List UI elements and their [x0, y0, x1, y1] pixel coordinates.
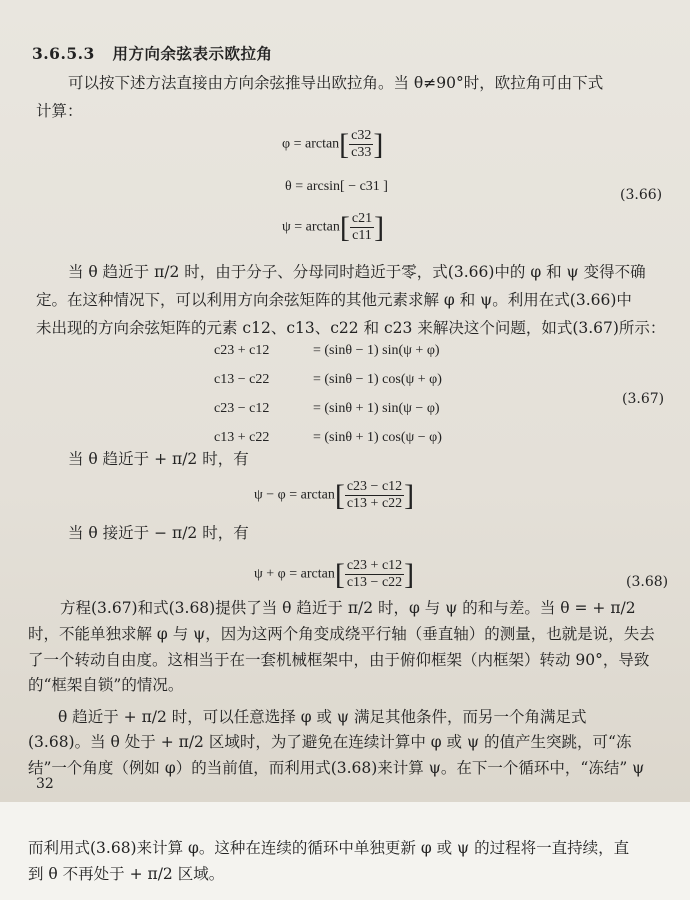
para4: 当 θ 接近于 − π/2 时，有	[68, 524, 249, 542]
para5-line-1: 方程(3.67)和式(3.68)提供了当 θ 趋近于 π/2 时，φ 与 ψ 的和与差。当 θ = + π/2	[60, 599, 636, 617]
eq367-row-4-rhs: = (sinθ + 1) cos(ψ − φ)	[313, 430, 442, 445]
para6-line-1: θ 趋近于 + π/2 时，可以任意选择 φ 或 ψ 满足其他条件，而另一个角满足式	[58, 708, 587, 726]
para5-line-2: 时，不能单独求解 φ 与 ψ，因为这两个角变成绕平行轴（垂直轴）的测量，也就是说，失去	[28, 625, 655, 643]
para2-line-1: 当 θ 趋近于 π/2 时，由于分子、分母同时趋近于零，式(3.66)中的 φ 和 ψ 变得不确	[68, 263, 646, 281]
section-title: 用方向余弦表示欧拉角	[112, 44, 273, 63]
eq-minus-den: c13 + c22	[346, 496, 403, 511]
continuation-line-2: 到 θ 不再处于 + π/2 区域。	[28, 865, 225, 883]
para6-line-2: (3.68)。当 θ 处于 + π/2 区域时，为了避免在连续计算中 φ 或 ψ 的值产生突跳，可“冻	[28, 733, 632, 751]
eq-label-3-67: (3.67)	[622, 391, 665, 407]
para2-line-3: 未出现的方向余弦矩阵的元素 c12、c13、c22 和 c23 来解决这个问题，如式(3.67)所示：	[36, 319, 666, 337]
section-number: 3.6.5.3	[32, 44, 95, 63]
para2-line-2: 定。在这种情况下，可以利用方向余弦矩阵的其他元素求解 φ 和 ψ。利用在式(3.66)中	[36, 291, 632, 309]
eq-psi-lhs: ψ = arctan	[282, 219, 340, 235]
eq367-row-1-lhs: c23 + c12	[214, 343, 270, 358]
eq-phi: φ = arctan[ $\frac{c32}{c33}$ ]	[282, 127, 384, 161]
intro-line-2: 计算：	[36, 102, 83, 120]
eq367-row-2-lhs: c13 − c22	[214, 372, 270, 387]
eq367-row-3-rhs: = (sinθ + 1) sin(ψ − φ)	[313, 401, 440, 416]
eq-phi-lhs: φ = arctan	[282, 136, 340, 152]
eq-psi-minus-phi: ψ − φ = arctan[ $\frac{c23 - c12}{c13 + c22}$ ]	[254, 478, 415, 512]
para3: 当 θ 趋近于 + π/2 时，有	[68, 450, 249, 468]
eq368-lhs: ψ + φ = arctan	[254, 566, 335, 582]
eq-psi-num: c21	[351, 211, 373, 226]
continuation-line-1: 而利用式(3.68)来计算 φ。这种在连续的循环中单独更新 φ 或 ψ 的过程将一直持续，直	[28, 839, 630, 857]
para6-line-3: 结”一个角度（例如 φ）的当前值，而利用式(3.68)来计算 ψ。在下一个循环中，“冻结” ψ	[28, 759, 645, 777]
eq-phi-num: c32	[351, 128, 372, 143]
eq-minus-lhs: ψ − φ = arctan	[254, 487, 335, 503]
eq-theta: θ = arcsin[ − c31 ]	[285, 179, 388, 194]
eq368-num: c23 + c12	[346, 558, 403, 573]
eq367-row-2-rhs: = (sinθ − 1) cos(ψ + φ)	[313, 372, 442, 387]
eq367-row-4-lhs: c13 + c22	[214, 430, 270, 445]
eq-minus-num: c23 − c12	[346, 479, 403, 494]
eq368-den: c13 − c22	[346, 575, 403, 590]
eq-psi-plus-phi: ψ + φ = arctan[ $\frac{c23 + c12}{c13 - c22}$ ]	[254, 557, 415, 591]
eq-label-3-66: (3.66)	[620, 187, 663, 203]
para5-line-4: 的“框架自锁”的情况。	[28, 676, 184, 694]
eq367-row-1-rhs: = (sinθ − 1) sin(ψ + φ)	[313, 343, 440, 358]
eq-phi-den: c33	[351, 145, 372, 160]
intro-line-1: 可以按下述方法直接由方向余弦推导出欧拉角。当 θ≠90°时，欧拉角可由下式	[68, 74, 604, 92]
page-number: 32	[36, 776, 54, 792]
eq367-row-3-lhs: c23 − c12	[214, 401, 270, 416]
section-heading	[32, 44, 273, 64]
para5-line-3: 了一个转动自由度。这相当于在一套机械框架中，由于俯仰框架（内框架）转动 90°，导致	[28, 651, 650, 669]
eq-psi-den: c11	[352, 228, 372, 243]
eq-label-3-68: (3.68)	[626, 574, 669, 590]
continuation-strip	[0, 802, 690, 900]
eq-psi: ψ = arctan[ $\frac{c21}{c11}$ ]	[282, 210, 385, 244]
